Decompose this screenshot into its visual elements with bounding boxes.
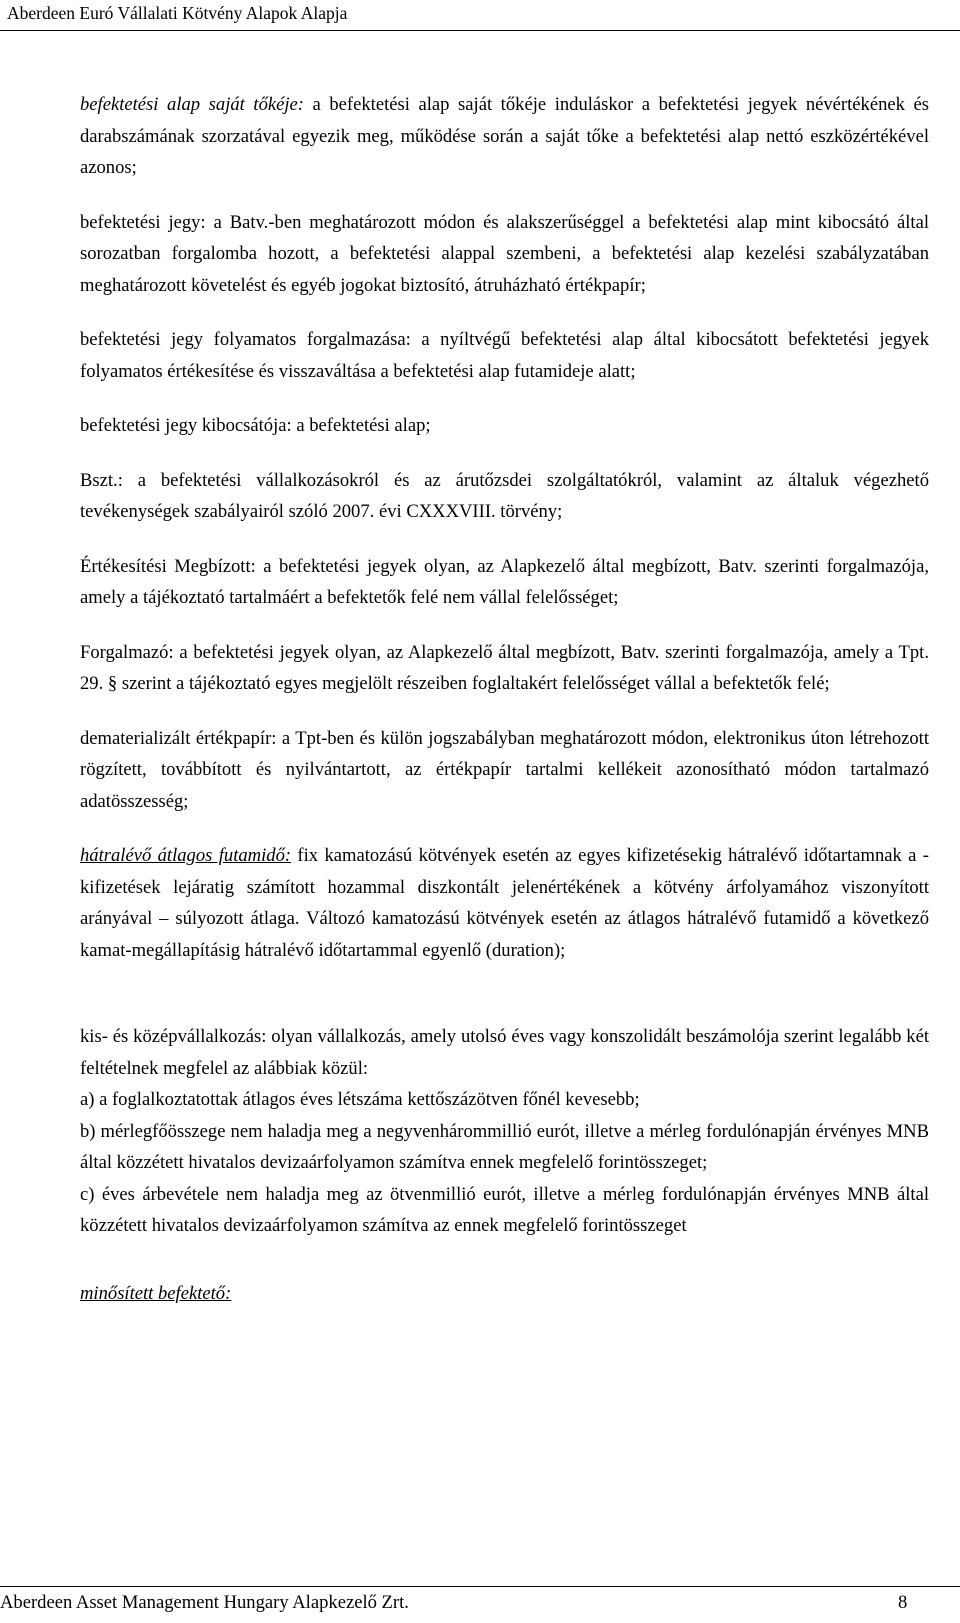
definition-értékesítési-megbízott: [80, 551, 929, 614]
page-footer: [0, 1586, 960, 1623]
definition-text: a befektetési jegyek olyan, az Alapkezelő által megbízott, Batv. szerinti forgalmazója, amely a tájékoztató tartalmáért a befektetők felé nem vállal felelősséget;: [80, 555, 929, 608]
document-body: [80, 89, 929, 1309]
definition-kkv: [80, 1021, 929, 1242]
definition-text: a Batv.-ben meghatározott módon és alakszerűséggel a befektetési alap mint kibocsátó által sorozatban forgalomba hozott, a befektetési alappal szembeni, a befektetési alap kezelési szabályzatában meghatározott követelést és egyéb jogokat biztosító, átruházható értékpapír;: [80, 211, 930, 296]
kkv-intro: [80, 1021, 929, 1084]
definition-text: a befektetési alap saját tőkéje induláskor a befektetési jegyek névértékének és darabszámának szorzatával egyezik meg, működése során a saját tőke a befektetési alap nettó eszközértékével azonos;: [80, 94, 930, 178]
document-title: Aberdeen Euró Vállalati Kötvény Alapok Alapja: [7, 3, 348, 23]
definition-bszt: [80, 465, 929, 528]
definition-term: Forgalmazó:: [80, 641, 174, 663]
definition-term: minősített befektető:: [80, 1282, 232, 1304]
definition-term: befektetési jegy kibocsátója:: [80, 415, 292, 436]
definition-text: olyan vállalkozás, amely utolsó éves vagy konszolidált beszámolója szerint legalább két feltételnek megfelel az alábbiak közül:: [80, 1026, 929, 1079]
definition-term: hátralévő átlagos futamidő:: [80, 845, 292, 866]
definition-saját-tőke: [80, 89, 929, 184]
definition-term: befektetési alap saját tőkéje:: [80, 94, 304, 115]
definition-folyamatos-forgalmazás: [80, 324, 929, 387]
definition-minősített-befektető: [80, 1278, 929, 1310]
definition-term: dematerializált értékpapír:: [80, 727, 277, 749]
footer-company: Aberdeen Asset Management Hungary Alapkezelő Zrt.: [0, 1592, 409, 1613]
definition-text: fix kamatozású kötvények esetén az egyes kifizetésekig hátralévő időtartamnak a - kifizetések lejáratig számított hozammal diszkontált jelenértékének a kötvény árfolyamához viszonyított arányával – súlyozott átlaga. Változó kamatozású kötvények esetén az átlagos hátralévő futamidő a következő kamat-megállapításig hátralévő időtartammal egyenlő (duration);: [80, 845, 929, 961]
definition-term: Értékesítési Megbízott:: [80, 555, 256, 577]
kkv-item-a: a) a foglalkoztatottak átlagos éves létszáma kettőszázötven főnél kevesebb;: [80, 1089, 640, 1110]
definition-befektetési-jegy: [80, 207, 929, 302]
definition-dematerializált: [80, 723, 929, 818]
page-number: 8: [898, 1592, 908, 1613]
definition-text: a Tpt-ben és külön jogszabályban meghatározott módon, elektronikus úton létrehozott rögzített, továbbított és nyilvántartott, az értékpapír tartalmi kellékeit azonosítható módon tartalmazó adatösszesség;: [80, 727, 929, 812]
definition-text: a nyíltvégű befektetési alap által kibocsátott befektetési jegyek folyamatos értékesítése és visszaváltása a befektetési alap futamideje alatt;: [80, 329, 929, 382]
definition-kibocsátó: [80, 410, 929, 442]
kkv-item-c: c) éves árbevétele nem haladja meg az ötvenmillió eurót, illetve a mérleg fordulónapján érvényes MNB által közzétett hivatalos devizaárfolyamon számítva az ennek megfelelő forintösszeget: [80, 1183, 929, 1236]
definition-text: a befektetési jegyek olyan, az Alapkezelő által megbízott, Batv. szerinti forgalmazója, amely a Tpt. 29. § szerint a tájékoztató egyes megjelölt részeiben foglaltakért felelősséget vállal a befektetők felé;: [80, 641, 929, 694]
definition-term: befektetési jegy folyamatos forgalmazása:: [80, 329, 411, 350]
definition-text: a befektetési vállalkozásokról és az árutőzsdei szolgáltatókról, valamint az általuk végezhető tevékenységek szabályairól szóló 2007. évi CXXXVIII. törvény;: [80, 469, 929, 522]
definition-term: kis- és középvállalkozás:: [80, 1026, 267, 1047]
definition-term: befektetési jegy:: [80, 211, 206, 233]
definition-term: Bszt.:: [80, 469, 123, 491]
page-header: [0, 0, 960, 31]
definition-text: a befektetési alap;: [291, 415, 431, 436]
definition-átlagos-futamidő: [80, 840, 929, 966]
kkv-item-b: b) mérlegfőösszege nem haladja meg a negyvenhárommillió eurót, illetve a mérleg fordulónapján érvényes MNB által közzétett hivatalos devizaárfolyamon számítva ennek megfelelő forintösszeget;: [80, 1120, 929, 1173]
definition-forgalmazó: [80, 637, 929, 700]
